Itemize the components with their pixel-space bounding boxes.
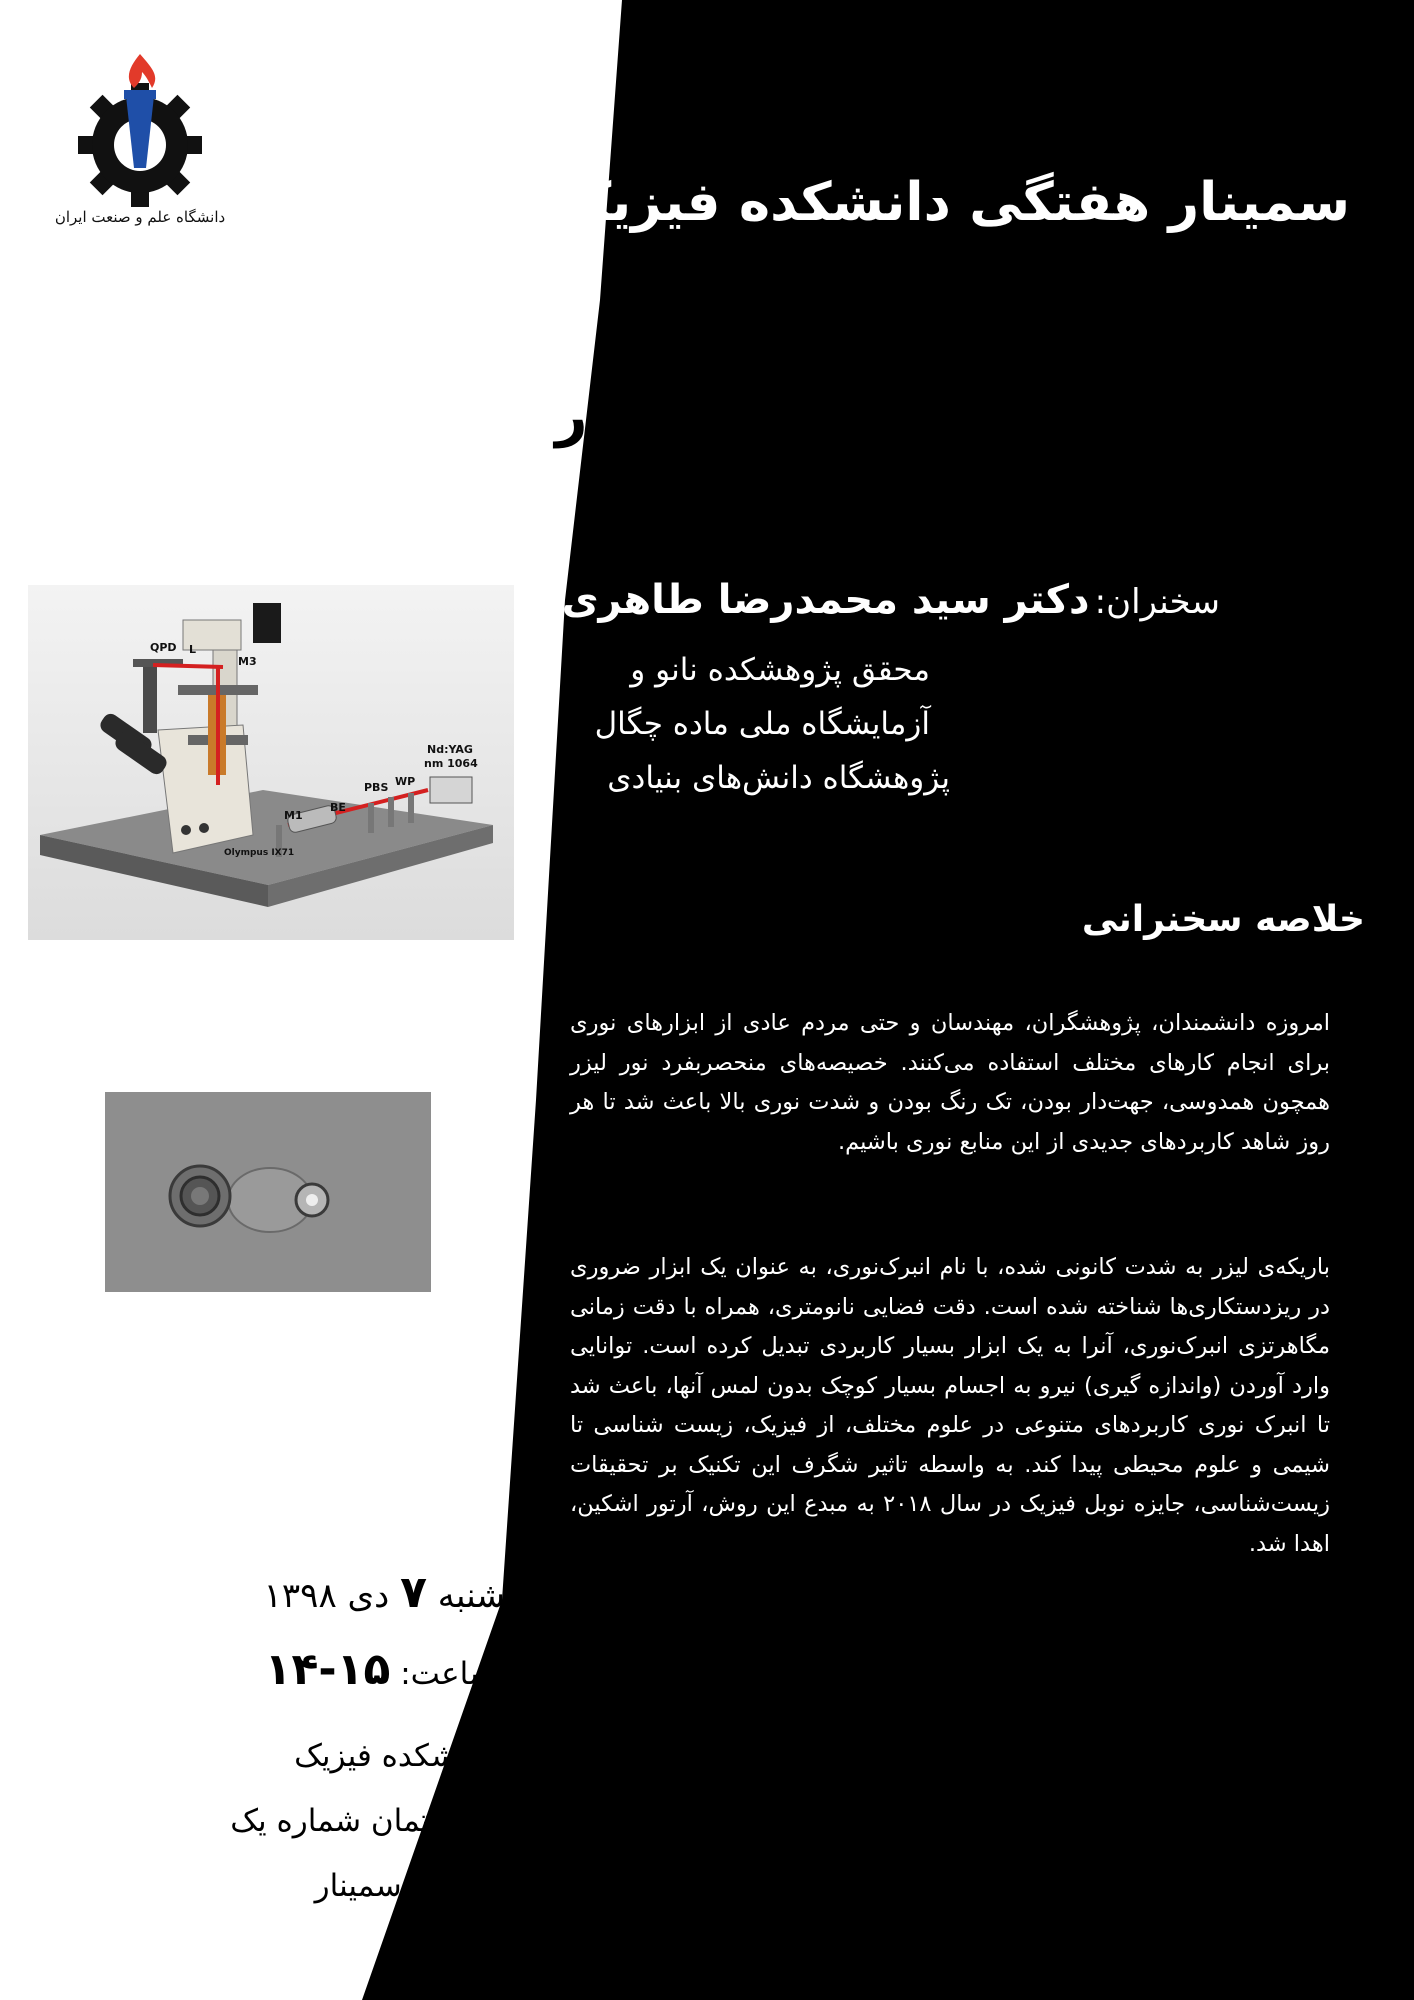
setup-label: Olympus IX71 xyxy=(224,848,295,858)
setup-label: BE xyxy=(330,801,346,814)
time-label: ساعت: xyxy=(400,1656,495,1692)
event-date xyxy=(160,1565,505,1624)
time-value: ۱۵-۱۴ xyxy=(264,1644,391,1695)
location-line: سالن سمینار xyxy=(314,1868,480,1904)
abstract-paragraph: باریکه‌ی لیزر به شدت کانونی شده، با نام انبرک‌نوری، به عنوان یک ابزار ضروری در ریزدستکاری‌ها شناخته شده است. دقت فضایی نانومتری، همراه با دقت زمانی مگاهرتزی انبرک‌نوری، آنرا به یک ابزار بسیار کاربردی تبدیل کرده است. توانایی وارد آوردن (واندازه گیری) نیرو به اجسام بسیار کوچک بدون لمس آنها، باعث شد تا انبرک نوری کاربردهای متنوعی در علوم مختلف، از فیزیک، زیست شناسی تا شیمی و علوم محیطی پیدا کند. به واسطه تاثیر شگرف این تکنیک بر تحقیقات زیست‌شناسی، جایزه نوبل فیزیک در سال ۲۰۱۸ به مبدع این روش، آرتور اشکین، اهدا شد. xyxy=(570,1254,1330,1557)
date-day: ۷ xyxy=(400,1567,427,1618)
setup-label: WP xyxy=(395,775,416,788)
date-prefix: شنبه xyxy=(437,1576,505,1616)
logo-text: دانشگاه علم و صنعت ایران xyxy=(54,208,226,226)
university-logo xyxy=(48,50,233,240)
affiliation-line: پژوهشگاه دانش‌های بنیادی xyxy=(607,760,950,796)
talk-title-colon: : xyxy=(532,384,556,449)
event-time xyxy=(160,1640,495,1704)
optical-tweezers-setup-image xyxy=(28,585,514,940)
speaker-name: دکتر سید محمدرضا طاهری xyxy=(561,577,1090,623)
location-line: دانشکده فیزیک xyxy=(294,1738,490,1774)
setup-label: PBS xyxy=(364,781,389,794)
setup-label: L xyxy=(189,643,197,656)
setup-label: Nd:YAG xyxy=(427,743,473,756)
talk-title xyxy=(198,372,1160,462)
seminar-title: سمینار هفتگی دانشکده فیزیک xyxy=(556,172,1350,233)
talk-title-light-part: انبرک نوری xyxy=(198,384,514,449)
laser-beam xyxy=(153,665,223,667)
date-suffix: دی ۱۳۹۸ xyxy=(263,1576,390,1616)
setup-label: M3 xyxy=(238,655,257,668)
affiliation-line: آزمایشگاه ملی ماده چگال xyxy=(594,706,930,742)
setup-label: M1 xyxy=(284,809,303,822)
location-line: ساختمان شماره یک xyxy=(230,1803,485,1839)
abstract-heading: خلاصه سخنرانی xyxy=(1081,899,1365,940)
setup-label: nm 1064 xyxy=(424,757,478,770)
speaker-label: سخنران: xyxy=(1094,582,1220,622)
speaker-line xyxy=(560,568,1220,640)
affiliation-line: محقق پژوهشکده نانو و xyxy=(630,652,930,688)
abstract-paragraph: امروزه دانشمندان، پژوهشگران، مهندسان و حتی مردم عادی از ابزارهای نوری برای انجام کارهای مختلف استفاده می‌کنند. خصیصه‌های منحصربفرد نور لیزر همچون همدوسی، جهت‌دار بودن، تک رنگ بودن و شدت نوری بالا باعث شد تا هر روز شاهد کاربردهای جدیدی از این منابع نوری باشیم. xyxy=(570,1010,1330,1155)
setup-label: QPD xyxy=(150,641,177,654)
trapped-cell-micrograph xyxy=(105,1092,431,1292)
talk-title-dark-part: ابزارهایی از جنس نور xyxy=(555,384,1160,449)
